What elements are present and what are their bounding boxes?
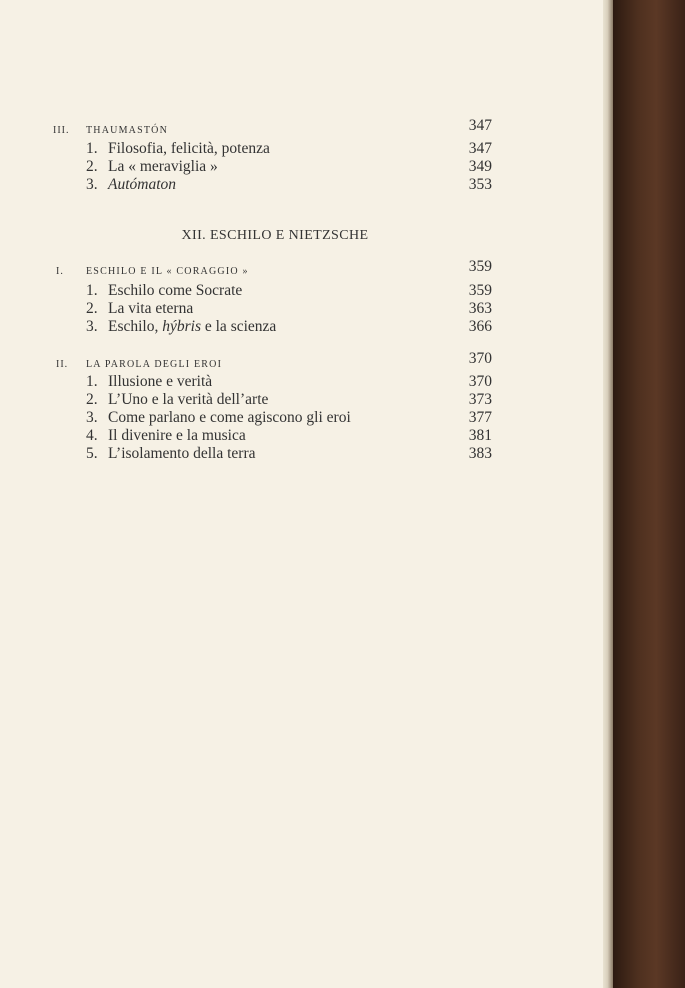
entry-title: La vita eterna (108, 300, 194, 317)
entry-title: Eschilo come Socrate (108, 282, 243, 299)
entry-page-number: 347 (468, 140, 492, 157)
entry-title: La « meraviglia » (108, 158, 218, 175)
entry-page-number: 370 (468, 373, 492, 390)
entry-title: Autómaton (108, 176, 177, 193)
entry-title-part: Eschilo, (108, 318, 163, 335)
entry-number: 1. (86, 282, 98, 299)
section-numeral: II. (56, 359, 69, 370)
section-title: THAUMASTÓN (86, 125, 168, 136)
section-page-number: 370 (468, 350, 492, 367)
entry-page-number: 383 (468, 445, 492, 462)
entry-page-number: 353 (468, 176, 492, 193)
entry-page-number: 377 (468, 409, 492, 426)
entry-number: 2. (86, 300, 98, 317)
entry-page-number: 349 (468, 158, 492, 175)
page-edge (603, 0, 613, 988)
section-numeral: I. (56, 266, 64, 277)
entry-number: 3. (86, 176, 98, 193)
entry-title: L’isolamento della terra (108, 445, 256, 462)
section-page-number: 347 (468, 117, 492, 134)
entry-page-number: 363 (468, 300, 492, 317)
entry-number: 4. (86, 427, 98, 444)
entry-number: 2. (86, 158, 98, 175)
book-binding (613, 0, 685, 988)
section-numeral: III. (53, 125, 70, 136)
entry-number: 3. (86, 318, 98, 335)
section-title: ESCHILO E IL « CORAGGIO » (86, 266, 249, 277)
entry-number: 3. (86, 409, 98, 426)
entry-title: Illusione e verità (108, 373, 213, 390)
chapter-title: XII. ESCHILO E NIETZSCHE (181, 228, 369, 243)
section-title: LA PAROLA DEGLI EROI (86, 359, 223, 370)
entry-title: Filosofia, felicità, potenza (108, 140, 270, 157)
entry-title-italic: hýbris (162, 318, 201, 335)
entry-page-number: 381 (468, 427, 492, 444)
entry-title (108, 318, 276, 336)
entry-title: Il divenire e la musica (108, 427, 246, 444)
entry-title: L’Uno e la verità dell’arte (108, 391, 269, 408)
entry-title: Come parlano e come agiscono gli eroi (108, 409, 351, 426)
section-page-number: 359 (468, 258, 492, 275)
entry-page-number: 359 (468, 282, 492, 299)
entry-number: 2. (86, 391, 98, 408)
entry-page-number: 373 (468, 391, 492, 408)
entry-number: 1. (86, 373, 98, 390)
entry-number: 5. (86, 445, 98, 462)
entry-title-part: e la scienza (201, 318, 277, 335)
entry-number: 1. (86, 140, 98, 157)
entry-page-number: 366 (468, 318, 492, 335)
